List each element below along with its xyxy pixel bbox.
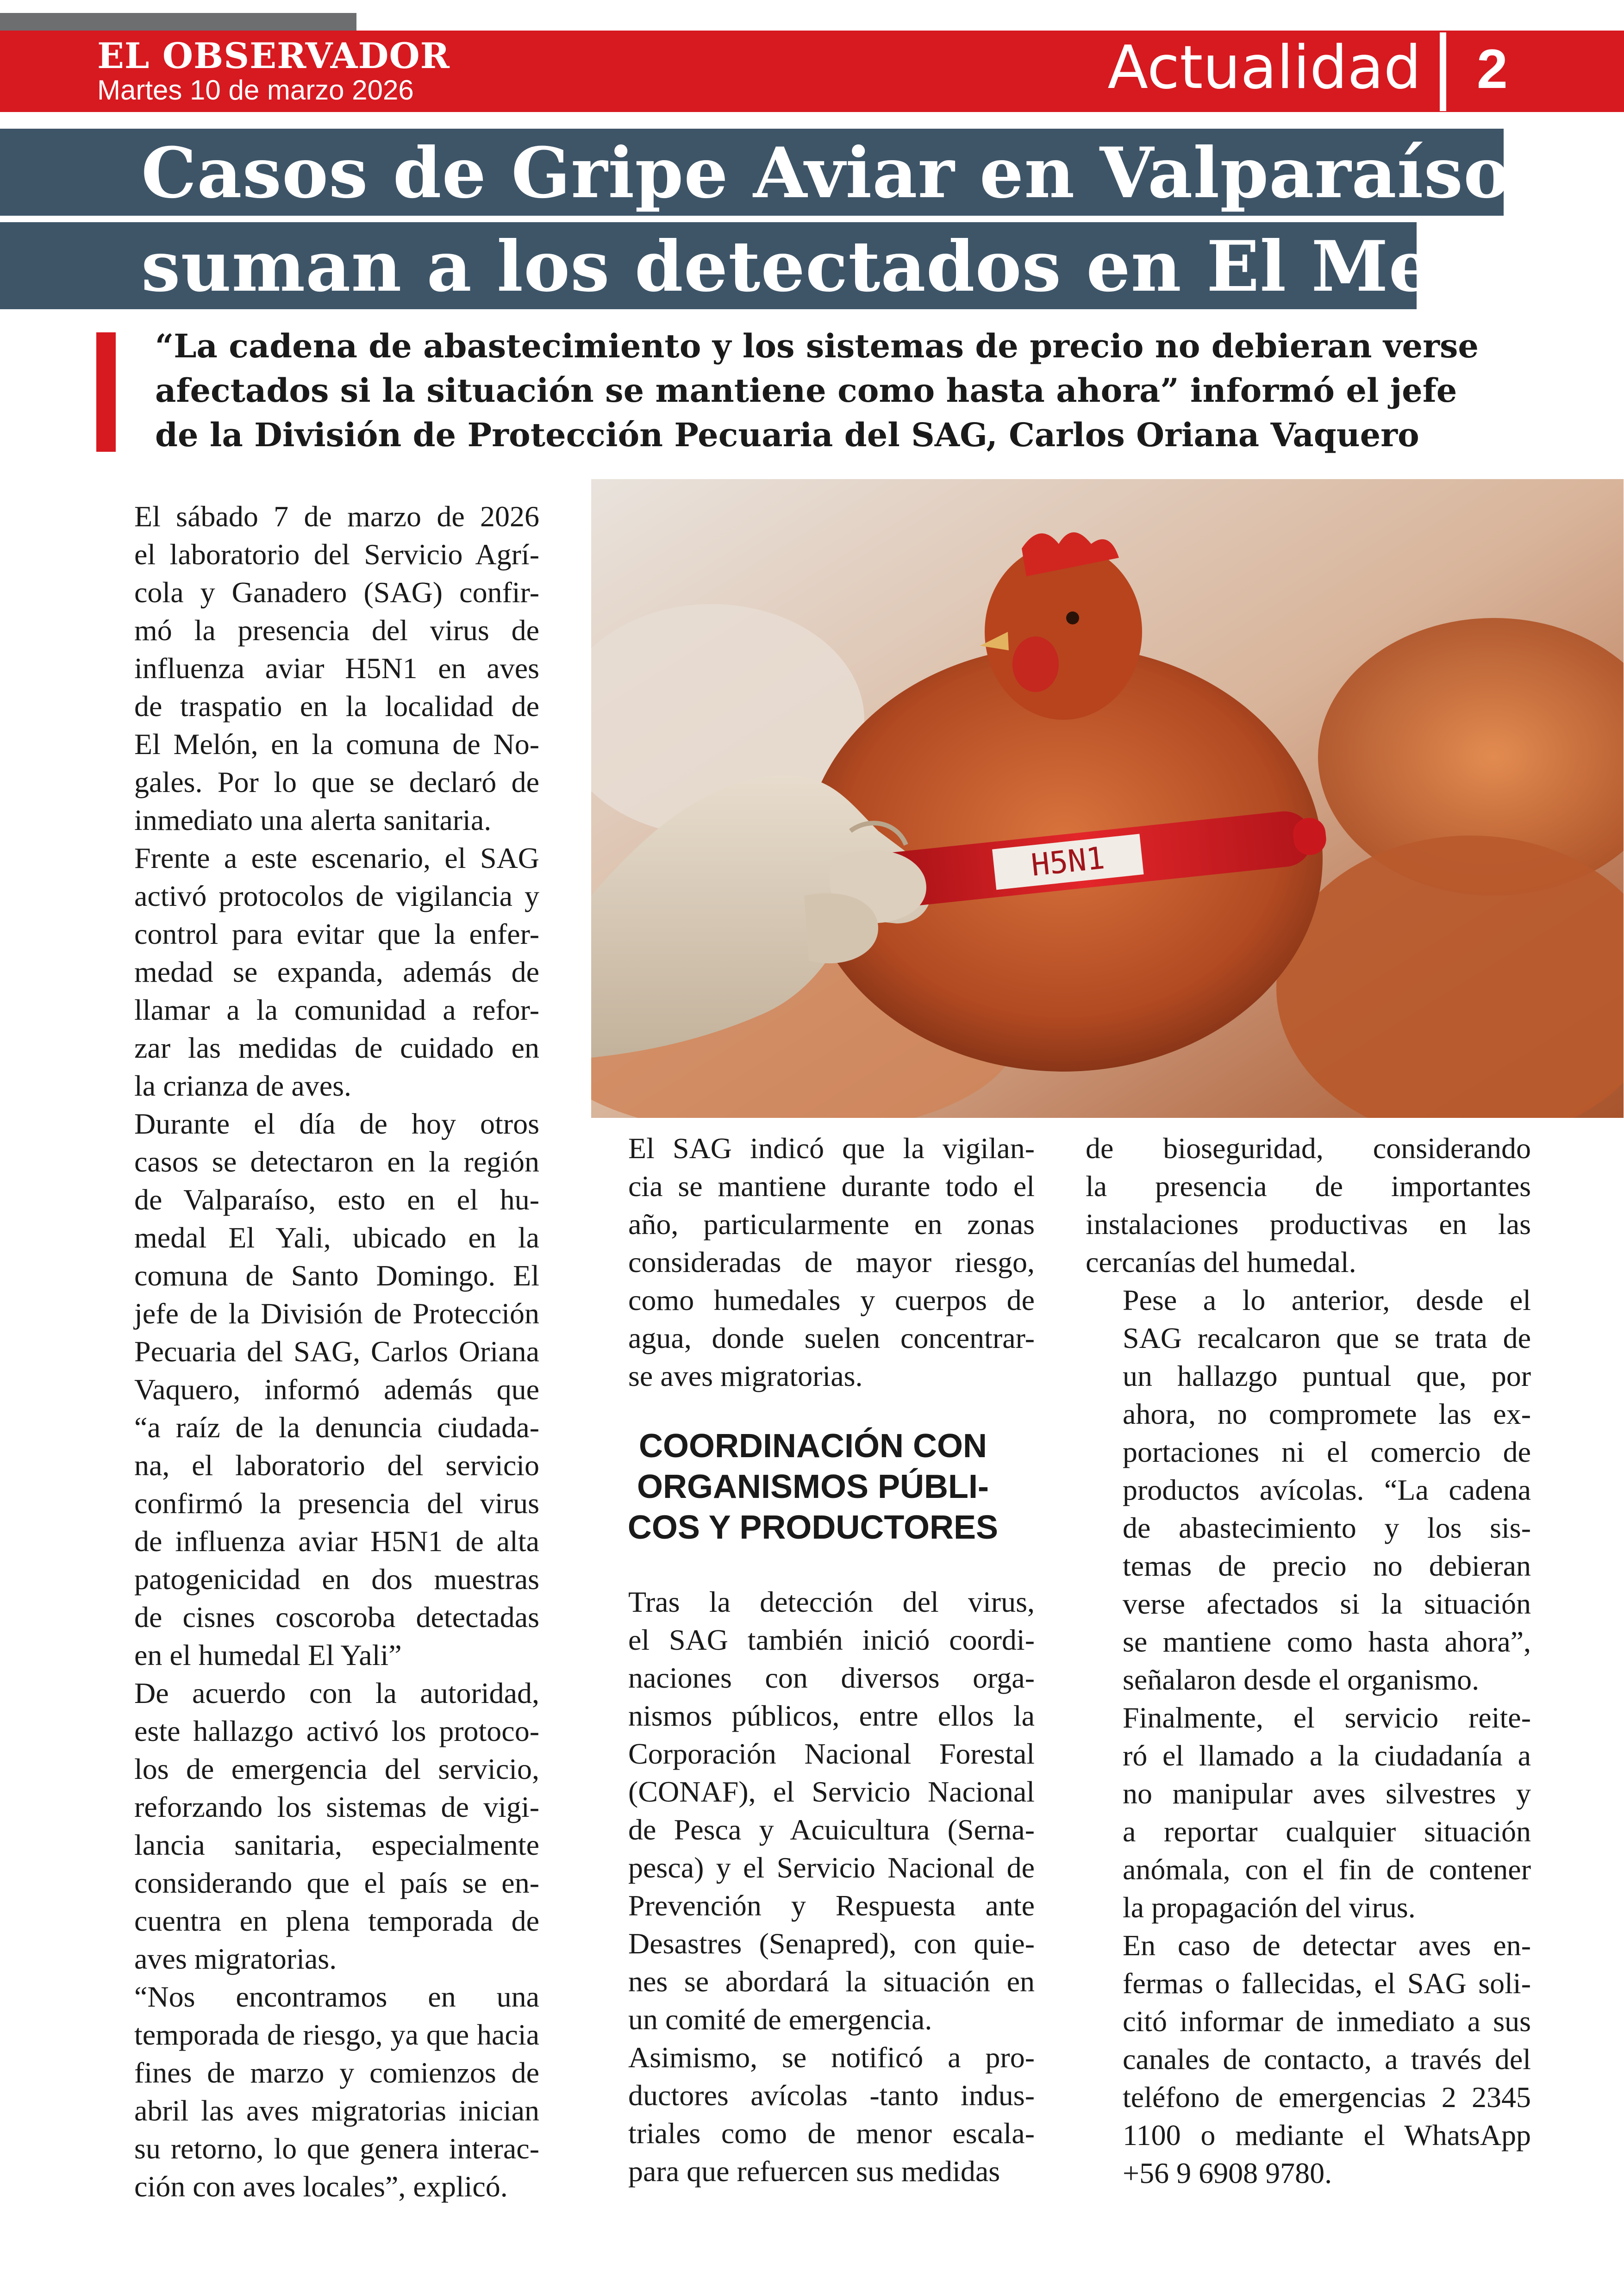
paragraph [97,839,539,1105]
text-line: la presencia de importantes [1086,1170,1531,1203]
text-line: agua, donde suelen concentrar- [628,1322,1035,1354]
text-line: se mantiene como hasta ahora”, [1123,1625,1531,1658]
paragraph [97,1978,539,2206]
article-column-2-continued [591,1583,1035,2190]
text-line: En caso de detectar aves en- [1123,1929,1531,1962]
masthead: EL OBSERVADOR [97,35,450,76]
text-line: cercanías del humedal. [1086,1246,1356,1278]
issue-date: Martes 10 de marzo 2026 [97,75,414,106]
text-line: casos se detectaron en la región [134,1145,539,1178]
paragraph [591,2039,1035,2190]
text-line: Frente a este escenario, el SAG [134,842,539,874]
text-line: canales de contacto, a través del [1123,2043,1531,2076]
text-line: Durante el día de hoy otros [134,1107,539,1140]
section-name: Actualidad [1107,33,1421,102]
text-line: +56 9 6908 9780. [1123,2157,1332,2189]
text-line: no manipular aves silvestres y [1123,1777,1531,1810]
text-line: jefe de la División de Protección [134,1297,539,1330]
text-line: triales como de menor escala- [628,2117,1035,2150]
text-line: de abastecimiento y los sis- [1123,1511,1531,1544]
text-line: instalaciones productivas en las [1086,1208,1531,1241]
article-photo [591,479,1624,1118]
text-line: de Valparaíso, esto en el hu- [134,1183,539,1216]
headline-line: suman a los detectados en El Melón [141,226,1558,307]
text-line: la crianza de aves. [134,1069,352,1102]
deck-line: de la División de Protección Pecuaria del SAG, Carlos Oriana Vaquero [155,416,1419,454]
text-line: nes se abordará la situación en [628,1965,1035,1998]
text-line: a reportar cualquier situación [1123,1815,1531,1848]
text-line: na, el laboratorio del servicio [134,1449,539,1482]
section-subhead [591,1426,1035,1548]
header-divider [1440,32,1446,111]
text-line: para que refuercen sus medidas [628,2155,1000,2188]
article-column-1 [97,498,539,2206]
paragraph [97,498,539,839]
text-line: considerando que el país se en- [134,1866,539,1899]
text-line: cola y Ganadero (SAG) confir- [134,576,539,609]
text-line: anómala, con el fin de contener [1123,1853,1531,1886]
text-line: un hallazgo puntual que, por [1123,1360,1531,1392]
text-line: patogenicidad en dos muestras [134,1563,539,1596]
text-line: señalaron desde el organismo. [1123,1663,1480,1696]
article-column-2 [591,1129,1035,1395]
text-line: de cisnes coscoroba detectadas [134,1601,539,1634]
text-line: activó protocolos de vigilancia y [134,879,539,912]
text-line: Asimismo, se notificó a pro- [628,2041,1035,2074]
text-line: un comité de emergencia. [628,2003,932,2036]
text-line: 1100 o mediante el WhatsApp [1123,2119,1531,2152]
text-line: temas de precio no debieran [1123,1549,1531,1582]
text-line: temporada de riesgo, ya que hacia [134,2018,539,2051]
text-line: El SAG indicó que la vigilan- [628,1132,1035,1165]
text-line: el SAG también inició coordi- [628,1623,1035,1656]
paragraph [1086,1281,1531,1699]
text-line: Finalmente, el servicio reite- [1123,1701,1531,1734]
paragraph [591,1129,1035,1395]
text-line: como humedales y cuerpos de [628,1284,1035,1316]
text-line: medad se expanda, además de [134,955,539,988]
text-line: fermas o fallecidas, el SAG soli- [1123,1967,1531,2000]
text-line: ró el llamado a la ciudadanía a [1123,1739,1531,1772]
tube-label: H5N1 [1029,840,1106,883]
text-line: lancia sanitaria, especialmente [134,1828,539,1861]
text-line: pesca) y el Servicio Nacional de [628,1851,1035,1884]
text-line: consideradas de mayor riesgo, [628,1246,1035,1278]
text-line: Pese a lo anterior, desde el [1123,1284,1531,1316]
text-line: el laboratorio del Servicio Agrí- [134,538,539,571]
text-line: De acuerdo con la autoridad, [134,1677,539,1709]
text-line: portaciones ni el comercio de [1123,1435,1531,1468]
text-line: los de emergencia del servicio, [134,1752,539,1785]
text-line: de Pesca y Acuicultura (Serna- [628,1813,1035,1846]
photo-illustration [591,479,1624,1118]
text-line: se aves migratorias. [628,1360,863,1392]
page-number: 2 [1477,38,1508,100]
text-line: Vaquero, informó además que [134,1373,539,1406]
subhead-line: COORDINACIÓN CON [639,1428,987,1465]
text-line: de influenza aviar H5N1 de alta [134,1525,539,1558]
text-line: Tras la detección del virus, [628,1585,1035,1618]
text-line: citó informar de inmediato a sus [1123,2005,1531,2038]
text-line: Pecuaria del SAG, Carlos Oriana [134,1335,539,1368]
text-line: Desastres (Senapred), con quie- [628,1927,1035,1960]
text-line: de bioseguridad, considerando [1086,1132,1531,1165]
text-line: año, particularmente en zonas [628,1208,1035,1241]
text-line: en el humedal El Yali” [134,1639,402,1671]
text-line: su retorno, lo que genera interac- [134,2132,539,2165]
text-line: fines de marzo y comienzos de [134,2056,539,2089]
text-line: reforzando los sistemas de vigi- [134,1790,539,1823]
text-line: verse afectados si la situación [1123,1587,1531,1620]
text-line: control para evitar que la enfer- [134,917,539,950]
paragraph [591,1583,1035,2039]
subhead-line: COS Y PRODUCTORES [627,1509,999,1546]
text-line: teléfono de emergencias 2 2345 [1123,2081,1531,2114]
text-line: nismos públicos, entre ellos la [628,1699,1035,1732]
text-line: aves migratorias. [134,1942,337,1975]
text-line: El sábado 7 de marzo de 2026 [134,500,539,533]
headline-line: Casos de Gripe Aviar en Valparaíso se [141,132,1619,214]
text-line: gales. Por lo que se declaró de [134,766,539,798]
article-column-3 [1086,1129,1531,2192]
text-line: Corporación Nacional Forestal [628,1737,1035,1770]
text-line: ción con aves locales”, explicó. [134,2170,508,2203]
text-line: cia se mantiene durante todo el [628,1170,1035,1203]
subhead-line: ORGANISMOS PÚBLI- [637,1468,989,1505]
paragraph [97,1105,539,1674]
text-line: “Nos encontramos en una [134,1980,539,2013]
text-line: Prevención y Respuesta ante [628,1889,1035,1922]
text-line: confirmó la presencia del virus [134,1487,539,1520]
text-line: medal El Yali, ubicado en la [134,1221,539,1254]
text-line: llamar a la comunidad a refor- [134,993,539,1026]
text-line: de traspatio en la localidad de [134,690,539,723]
text-line: cuentra en plena temporada de [134,1904,539,1937]
deck-marker [96,332,116,452]
text-line: (CONAF), el Servicio Nacional [628,1775,1035,1808]
text-line: ahora, no compromete las ex- [1123,1397,1531,1430]
text-line: naciones con diversos orga- [628,1661,1035,1694]
text-line: abril las aves migratorias inician [134,2094,539,2127]
text-line: mó la presencia del virus de [134,614,539,647]
text-line: productos avícolas. “La cadena [1123,1473,1531,1506]
paragraph [1086,1699,1531,1927]
text-line: influenza aviar H5N1 en aves [134,652,539,685]
text-line: inmediato una alerta sanitaria. [134,804,492,836]
text-line: zar las medidas de cuidado en [134,1031,539,1064]
text-line: comuna de Santo Domingo. El [134,1259,539,1292]
text-line: este hallazgo activó los protoco- [134,1715,539,1747]
deck [155,324,1544,457]
deck-line: afectados si la situación se mantiene como hasta ahora” informó el jefe [155,371,1457,410]
paragraph [1086,1927,1531,2192]
text-line: ductores avícolas -tanto indus- [628,2079,1035,2112]
paragraph [1086,1129,1531,1281]
top-rule [0,13,356,31]
text-line: la propagación del virus. [1123,1891,1416,1924]
deck-line: “La cadena de abastecimiento y los sistemas de precio no debieran verse [155,327,1479,365]
text-line: SAG recalcaron que se trata de [1123,1322,1531,1354]
text-line: El Melón, en la comuna de No- [134,728,539,761]
paragraph [97,1674,539,1978]
text-line: “a raíz de la denuncia ciudada- [134,1411,539,1444]
